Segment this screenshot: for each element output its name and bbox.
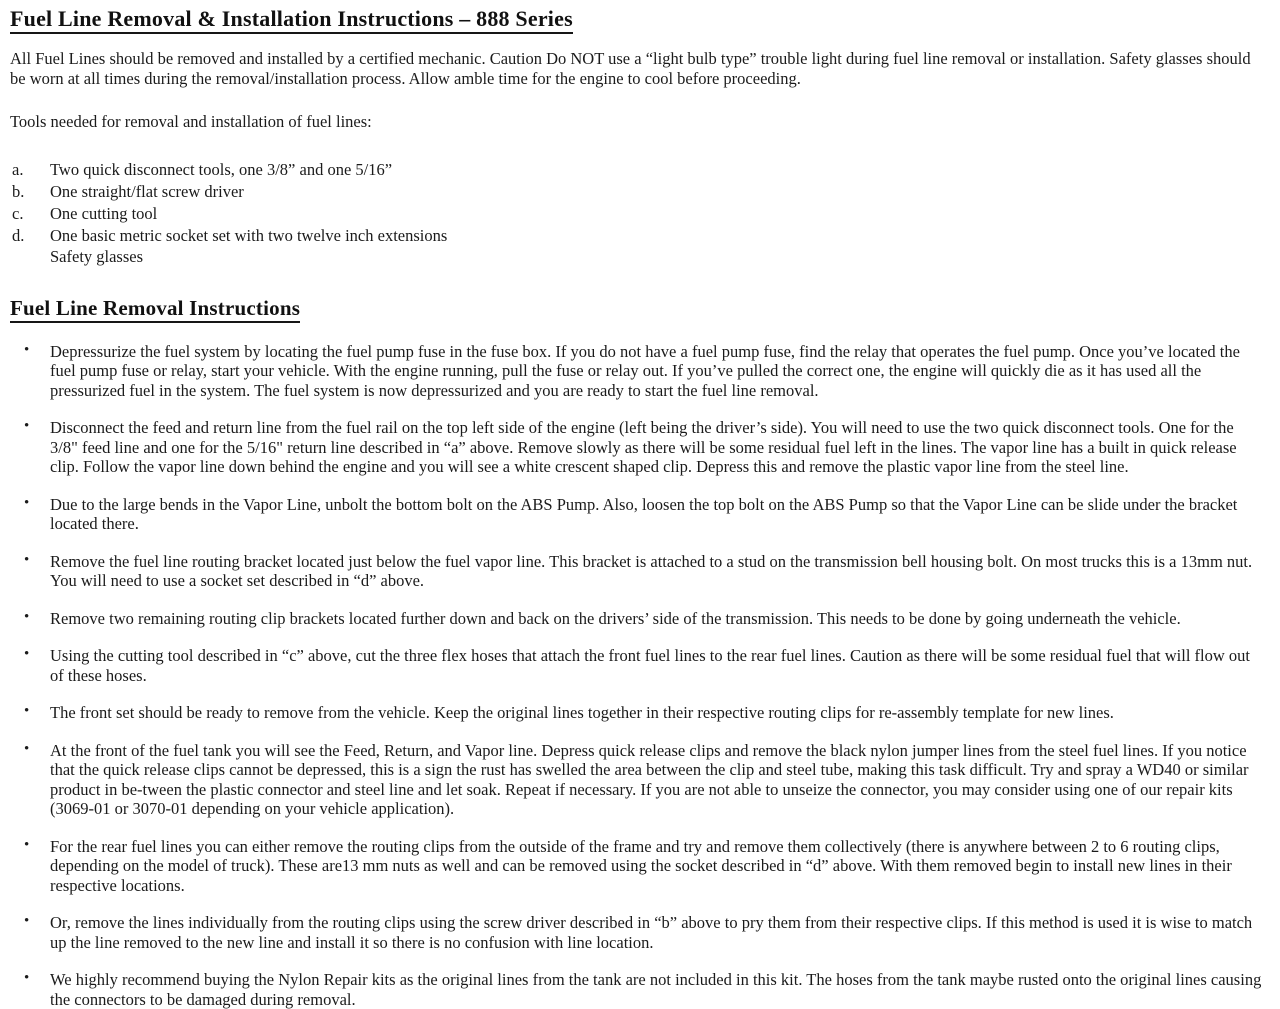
- list-item: [10, 609, 1264, 629]
- bullet-icon: •: [24, 608, 29, 628]
- list-item: [10, 247, 1264, 267]
- list-item-text: Safety glasses: [50, 247, 143, 266]
- list-item: [10, 342, 1264, 401]
- list-item: [10, 646, 1264, 685]
- list-item: [10, 418, 1264, 477]
- section-heading: [10, 296, 1264, 321]
- list-item: [10, 495, 1264, 534]
- section-heading-text: Fuel Line Removal Instructions: [10, 296, 300, 323]
- step-text: At the front of the fuel tank you will see the Feed, Return, and Vapor line. Depress quick release clips and remove the black nylon jumper lines from the steel fuel lines. If you notice that the quick release clips cannot be depressed, this is a sign the rust has swelled the area between the clip and steel tube, making this task difficult. Try and spray a WD40 or similar product in be-tween the plastic connector and steel line and let soak. Repeat if necessary. If you are not able to unseize the connector, you may consider using one of our repair kits (3069-01 or 3070-01 depending on your vehicle application).: [50, 741, 1249, 819]
- bullet-icon: •: [24, 551, 29, 571]
- list-item: [10, 159, 1264, 181]
- bullet-icon: •: [24, 645, 29, 665]
- step-text: Disconnect the feed and return line from the fuel rail on the top left side of the engine (left being the driver’s side). You will need to use the two quick disconnect tools. One for the 3/8" feed line and one for the 5/16" return line described in “a” above. Remove slowly as there will be some residual fuel left in the lines. The vapor line has a built in quick release clip. Follow the vapor line down behind the engine and you will see a white crescent shaped clip. Depress this and remove the plastic vapor line from the steel line.: [50, 418, 1237, 476]
- step-text: We highly recommend buying the Nylon Repair kits as the original lines from the tank are not included in this kit. The hoses from the tank maybe rusted onto the original lines causing the connectors to be damaged during removal.: [50, 970, 1261, 1009]
- tools-heading: Tools needed for removal and installation of fuel lines:: [10, 112, 1264, 132]
- document-title-text: Fuel Line Removal & Installation Instructions – 888 Series: [10, 6, 573, 34]
- list-marker: d.: [12, 225, 46, 247]
- bullet-icon: •: [24, 341, 29, 361]
- bullet-icon: •: [24, 836, 29, 856]
- step-text: Using the cutting tool described in “c” above, cut the three flex hoses that attach the front fuel lines to the rear fuel lines. Caution as there will be some residual fuel that will flow out of these hoses.: [50, 646, 1250, 685]
- list-item: [10, 837, 1264, 896]
- step-text: For the rear fuel lines you can either remove the routing clips from the outside of the frame and try and remove them collectively (there is anywhere between 2 to 6 routing clips, depending on the model of truck). These are13 mm nuts as well and can be removed using the socket described in “d” above. With them removed begin to install new lines in their respective locations.: [50, 837, 1232, 895]
- intro-paragraph: All Fuel Lines should be removed and installed by a certified mechanic. Caution Do NOT use a “light bulb type” trouble light during fuel line removal or installation. Safety glasses should be worn at all times during the removal/installation process. Allow amble time for the engine to cool before proceeding.: [10, 49, 1264, 88]
- step-text: The front set should be ready to remove from the vehicle. Keep the original lines together in their respective routing clips for re-assembly template for new lines.: [50, 703, 1114, 722]
- list-item: [10, 552, 1264, 591]
- list-marker: b.: [12, 181, 46, 203]
- list-item-text: One straight/flat screw driver: [50, 182, 244, 201]
- list-item-text: Two quick disconnect tools, one 3/8” and one 5/16”: [50, 160, 392, 179]
- list-item: [10, 970, 1264, 1009]
- list-item: [10, 181, 1264, 203]
- document-title: [10, 6, 1264, 32]
- list-item: [10, 703, 1264, 723]
- list-item: [10, 741, 1264, 819]
- bullet-icon: •: [24, 417, 29, 437]
- list-item: [10, 225, 1264, 247]
- bullet-icon: •: [24, 702, 29, 722]
- step-text: Remove two remaining routing clip brackets located further down and back on the drivers’ side of the transmission. This needs to be done by going underneath the vehicle.: [50, 609, 1181, 628]
- tools-list: [10, 159, 1264, 267]
- list-item: [10, 203, 1264, 225]
- list-marker: a.: [12, 159, 46, 181]
- list-item-text: One basic metric socket set with two twelve inch extensions: [50, 226, 447, 245]
- list-marker: c.: [12, 203, 46, 225]
- list-item-text: One cutting tool: [50, 204, 157, 223]
- bullet-icon: •: [24, 494, 29, 514]
- list-item: [10, 913, 1264, 952]
- step-text: Depressurize the fuel system by locating the fuel pump fuse in the fuse box. If you do not have a fuel pump fuse, find the relay that operates the fuel pump. Once you’ve located the fuel pump fuse or relay, start your vehicle. With the engine running, pull the fuse or relay out. If you’ve pulled the correct one, the engine will quickly die as it has used all the pressurized fuel in the system. The fuel system is now depressurized and you are ready to start the fuel line removal.: [50, 342, 1240, 400]
- step-text: Remove the fuel line routing bracket located just below the fuel vapor line. This bracket is attached to a stud on the transmission bell housing bolt. On most trucks this is a 13mm nut. You will need to use a socket set described in “d” above.: [50, 552, 1252, 591]
- bullet-icon: •: [24, 912, 29, 932]
- steps-list: [10, 342, 1264, 1009]
- bullet-icon: •: [24, 969, 29, 989]
- step-text: Or, remove the lines individually from the routing clips using the screw driver described in “b” above to pry them from their respective clips. If this method is used it is wise to match up the line removed to the new line and install it so there is no confusion with line location.: [50, 913, 1252, 952]
- step-text: Due to the large bends in the Vapor Line, unbolt the bottom bolt on the ABS Pump. Also, loosen the top bolt on the ABS Pump so that the Vapor Line can be slide under the bracket located there.: [50, 495, 1237, 534]
- bullet-icon: •: [24, 740, 29, 760]
